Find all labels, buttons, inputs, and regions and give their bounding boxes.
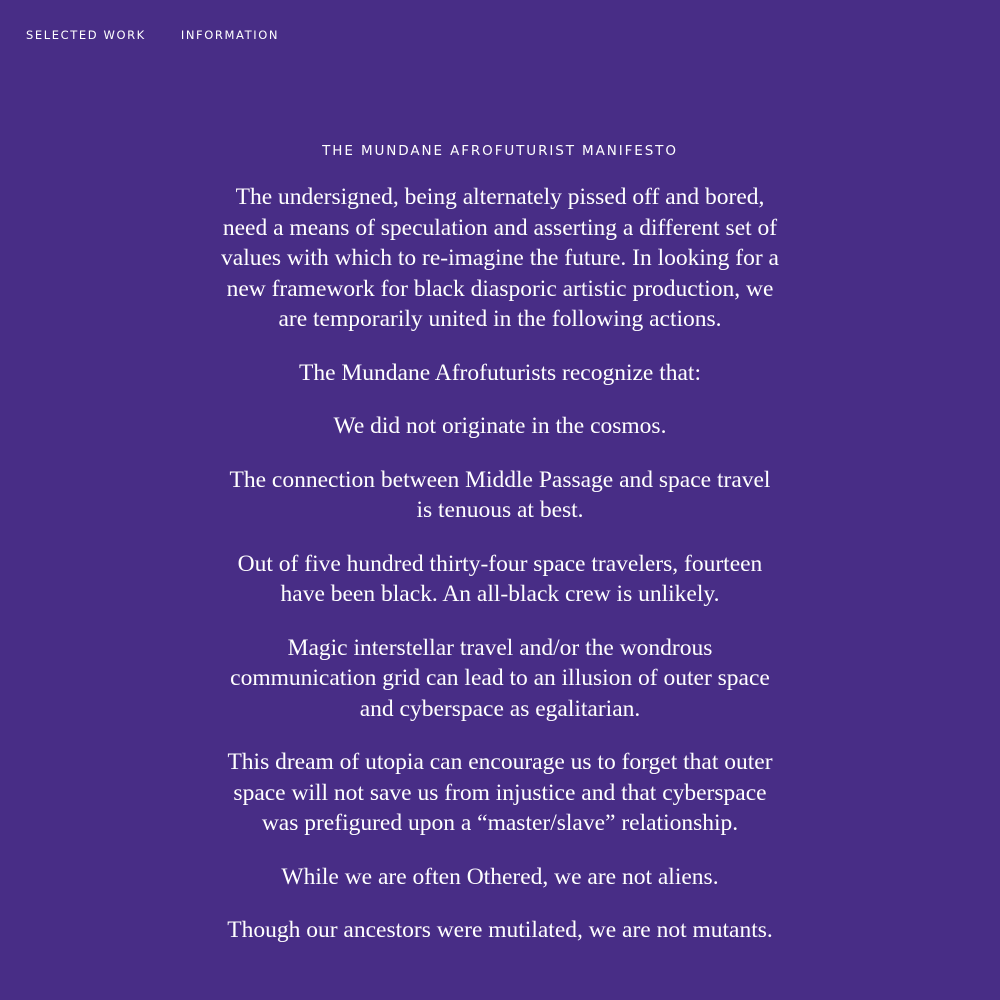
manifesto-paragraph-magic-travel: Magic interstellar travel and/or the wondrous communication grid can lead to an illusion of outer space and cyberspace as egalitarian. xyxy=(230,634,770,722)
manifesto-paragraph-ancestors: Though our ancestors were mutilated, we are not mutants. xyxy=(227,917,773,943)
manifesto-paragraph-cosmos: We did not originate in the cosmos. xyxy=(333,413,667,439)
manifesto-title: THE MUNDANE AFROFUTURIST MANIFESTO xyxy=(322,143,678,159)
manifesto-paragraph-utopia: This dream of utopia can encourage us to forget that outer space will not save us from injustice and that cyberspace was prefigured upon a “master/slave” relationship. xyxy=(227,749,773,836)
manifesto-paragraph-space-travelers: Out of five hundred thirty-four space travelers, fourteen have been black. An all-black crew is unlikely. xyxy=(237,550,763,607)
manifesto-paragraph-othered: While we are often Othered, we are not aliens. xyxy=(281,863,719,890)
manifesto-paragraph-middle-passage: The connection between Middle Passage and space travel is tenuous at best. xyxy=(229,466,771,523)
nav-information-link[interactable]: INFORMATION xyxy=(180,28,280,42)
manifesto-paragraph-intro: The undersigned, being alternately pissed off and bored, need a means of speculation and asserting a different set of values with which to re-imagine the future. In looking for a new framework for black diasporic artistic production, we are temporarily united in the following actions. xyxy=(221,184,779,332)
manifesto-paragraph-recognize: The Mundane Afrofuturists recognize that: xyxy=(299,359,701,386)
manifesto-body xyxy=(220,182,780,969)
top-nav xyxy=(26,27,279,43)
nav-selected-work-link[interactable]: SELECTED WORK xyxy=(26,28,146,42)
